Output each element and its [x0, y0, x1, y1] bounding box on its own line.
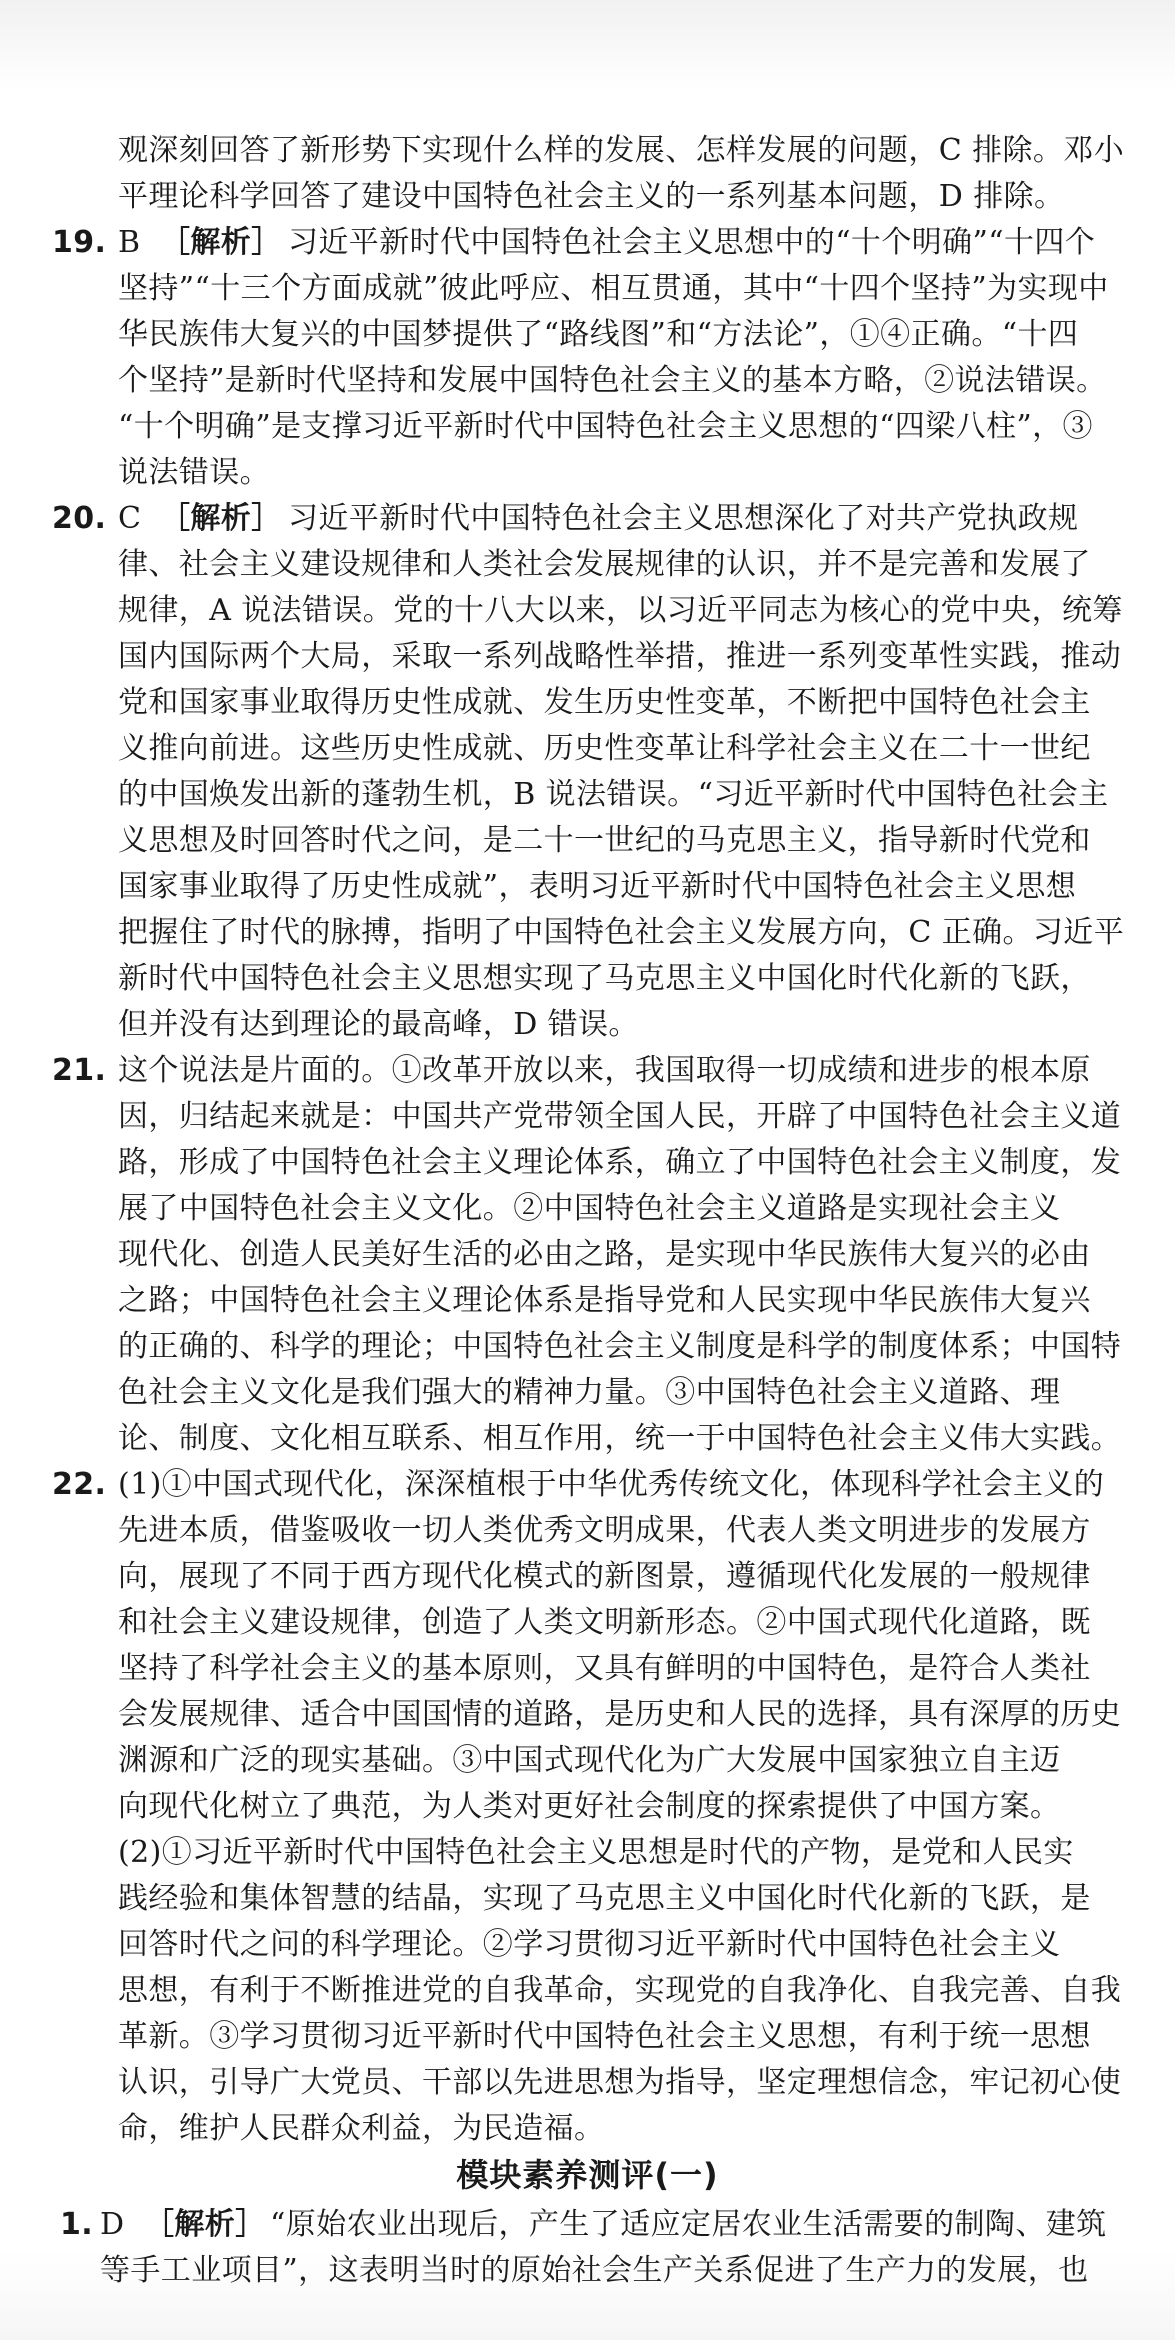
question-number: 22. — [52, 1467, 107, 1502]
answer-page: 观深刻回答了新形势下实现什么样的发展、怎样发展的问题，C 排除。邓小 平理论科学回答了建设中国特色社会主义的一系列基本问题，D 排除。 19. B ［解析］ 习近平新时代中国特色社会主义思想中的“十个明确”“十四个 坚持”“十三个方面成就”彼此呼应、相互贯通，其中“十四个坚持”为实现中 华民族伟大复兴的中国梦提供了“路线图”和“方法论”，①④正确。“十四 个坚持”是新时代坚持和发展中国特色社会主义的基本方略，②说法错误。 “十个明确”是支撑习近平新时代中国特色社会主义思想的“四梁八柱”，③ 说法错误。 20. C ［解析］ 习近平新时代中国特色社会主义思想深化了对共产党执政规 律、社会主义建设规律和人类社会发展规律的认识，并不是完善和发展了 规律，A 说法错误。党的十八大以来，以习近平同志为核心的党中央，统筹 国内国际两个大局，采取一系列战略性举措，推进一系列变革性实践，推动 党和国家事业取得历史性成就、发生历史性变革，不断把中国特色社会主 义推向前进。这些历史性成就、历史性变革让科学社会主义在二十一世纪 的中国焕发出新的蓬勃生机，B 说法错误。“习近平新时代中国特色社会主 义思想及时回答时代之问，是二十一世纪的马克思主义，指导新时代党和 国家事业取得了历史性成就”，表明习近平新时代中国特色社会主义思想 把握住了时代的脉搏，指明了中国特色社会主义发展方向，C 正确。习近平 新时代中国特色社会主义思想实现了马克思主义中国化时代化新的飞跃， 但并没有达到理论的最高峰，D 错误。 21. 这个说法是片面的。①改革开放以来，我国取得一切成绩和进步的根本原 因，归结起来就是：中国共产党带领全国人民，开辟了中国特色社会主义道 路，形成了中国特色社会主义理论体系，确立了中国特色社会主义制度，发 展了中国特色社会主义文化。②中国特色社会主义道路是实现社会主义 现代化、创造人民美好生活的必由之路，是实现中华民族伟大复兴的必由 之路；中国特色社会主义理论体系是指导党和人民实现中华民族伟大复兴 的正确的、科学的理论；中国特色社会主义制度是科学的制度体系；中国特 色社会主义文化是我们强大的精神力量。③中国特色社会主义道路、理 论、制度、文化相互联系、相互作用，统一于中国特色社会主义伟大实践。 22. (1)①中国式现代化，深深植根于中华优秀传统文化，体现科学社会主义的 先进本质，借鉴吸收一切人类优秀文明成果，代表人类文明进步的发展方 向，展现了不同于西方现代化模式的新图景，遵循现代化发展的一般规律 和社会主义建设规律，创造了人类文明新形态。②中国式现代化道路，既 坚持了科学社会主义的基本原则，又具有鲜明的中国特色，是符合人类社 会发展规律、适合中国国情的道路，是历史和人民的选择，具有深厚的历史 渊源和广泛的现实基础。③中国式现代化为广大发展中国家独立自主迈 向现代化树立了典范，为人类对更好社会制度的探索提供了中国方案。 (2)①习近平新时代中国特色社会主义思想是时代的产物，是党和人民实 践经验和集体智慧的结晶，实现了马克思主义中国化时代化新的飞跃，是 回答时代之问的科学理论。②学习贯彻习近平新时代中国特色社会主义 思想，有利于不断推进党的自我革命，实现党的自我净化、自我完善、自我 革新。③学习贯彻习近平新时代中国特色社会主义思想，有利于统一思想 认识，引导广大党员、干部以先进思想为指导，坚定理想信念，牢记初心使 命，维护人民群众利益，为民造福。 模块素养测评(一) 1. D ［解析］ “原始农业出现后，产生了适应定居农业生活需要的制陶、建筑 等手工业项目”，这表明当时的原始社会生产关系促进了生产力的发展，也 — [0, 0, 1175, 2340]
analysis-tag: ［解析］ — [144, 2207, 266, 2242]
section-title: 模块素养测评(一) — [456, 2156, 719, 2194]
question-number: 20. — [52, 501, 107, 536]
question-number: 1. — [60, 2207, 94, 2242]
analysis-tag: ［解析］ — [160, 225, 282, 260]
answer-letter: C — [118, 501, 142, 536]
answer-letter: D — [100, 2207, 125, 2242]
answer-letter: B — [118, 225, 141, 260]
question-number: 19. — [52, 225, 107, 260]
analysis-tag: ［解析］ — [160, 501, 282, 536]
question-number: 21. — [52, 1053, 107, 1088]
